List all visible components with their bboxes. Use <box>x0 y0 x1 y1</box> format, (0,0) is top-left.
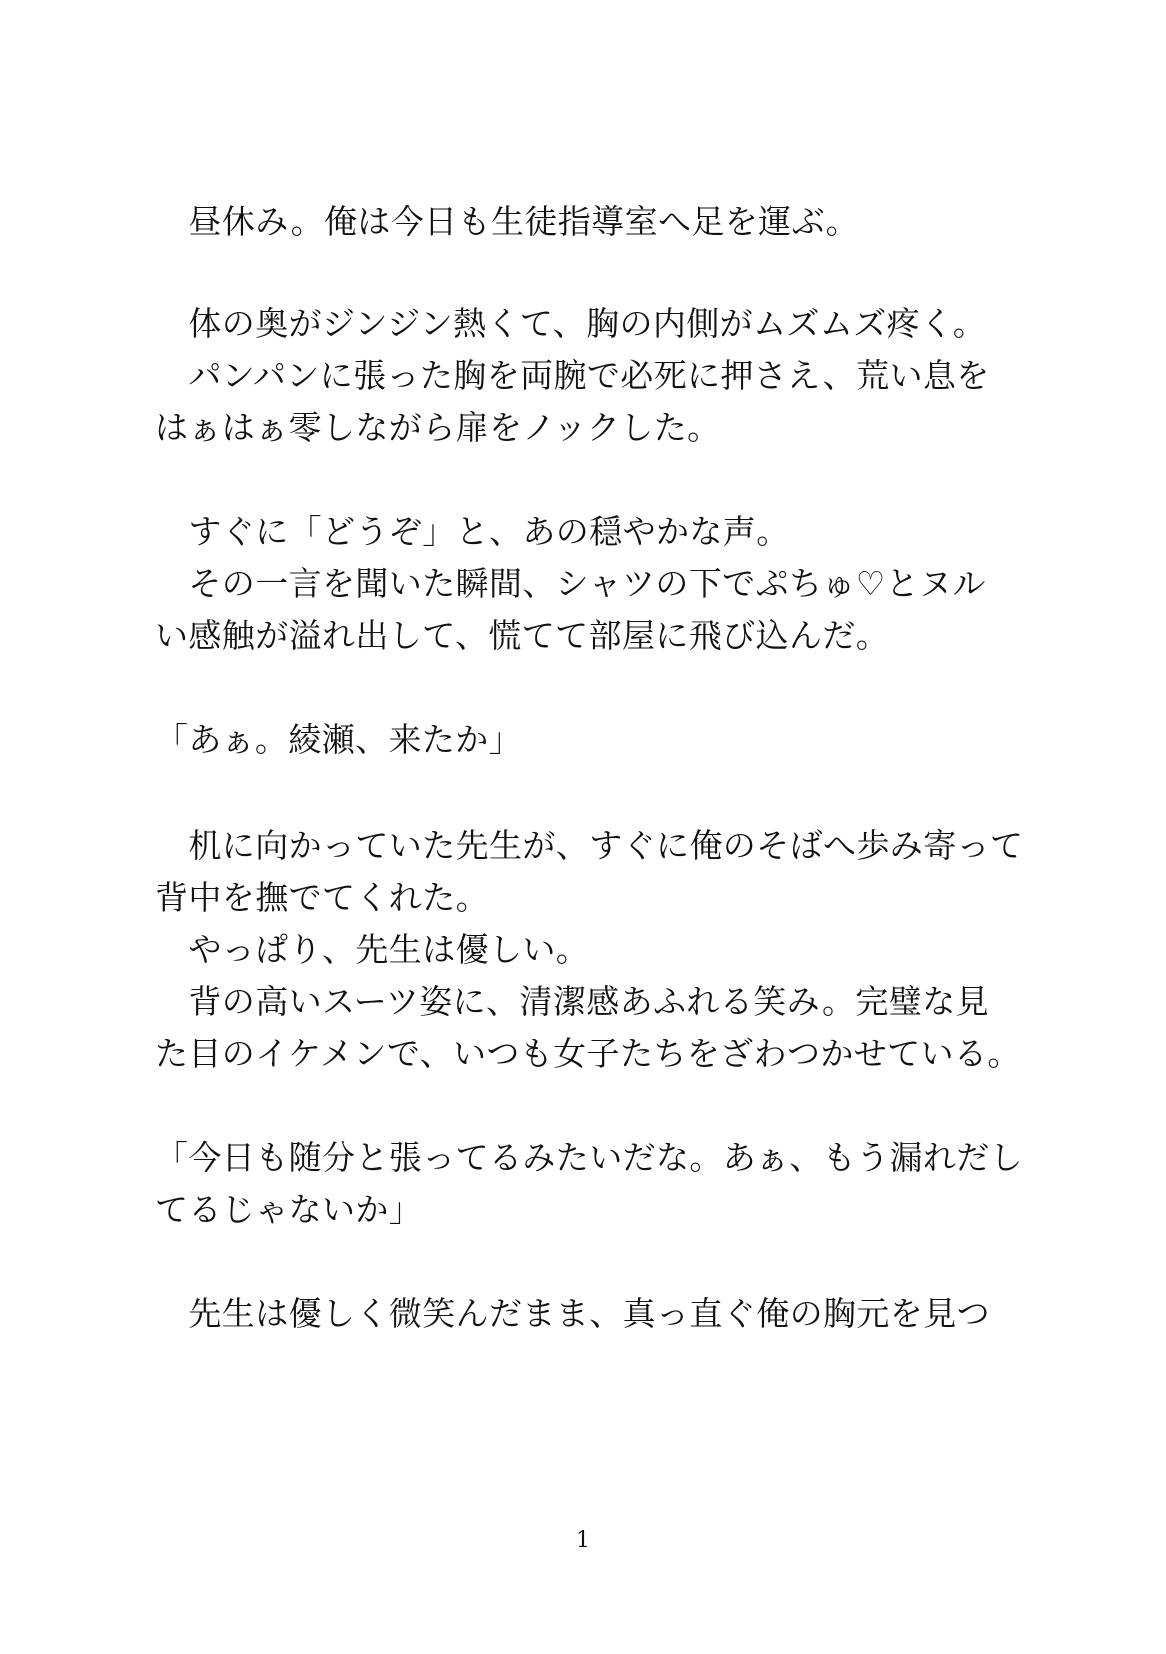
text-line: 先生は優しく微笑んだまま、真っ直ぐ俺の胸元を見つ <box>155 1294 990 1333</box>
text-line: た目のイケメンで、いつも女子たちをざわつかせている。 <box>155 1034 1021 1073</box>
text-line: 背の高いスーツ姿に、清潔感あふれる笑み。完璧な見 <box>155 982 990 1021</box>
text-line: 体の奥がジンジン熱くて、胸の内側がムズムズ疼く。 <box>155 304 987 343</box>
text-line: パンパンに張った胸を両腕で必死に押さえ、荒い息を <box>155 356 990 395</box>
text-line: 昼休み。俺は今日も生徒指導室へ足を運ぶ。 <box>155 202 860 241</box>
text-line: てるじゃないか」 <box>155 1190 423 1229</box>
text-line: その一言を聞いた瞬間、シャツの下でぷちゅ♡とヌル <box>155 564 986 603</box>
text-line: すぐに「どうぞ」と、あの穏やかな声。 <box>155 512 790 551</box>
text-line: 背中を撫でてくれた。 <box>155 878 489 917</box>
text-line: はぁはぁ零しながら扉をノックした。 <box>155 408 721 447</box>
page-number: 1 <box>576 1528 590 1553</box>
text-line: 「今日も随分と張ってるみたいだな。あぁ、もう漏れだし <box>155 1138 1024 1177</box>
text-line: 「あぁ。綾瀬、来たか」 <box>155 720 523 759</box>
text-line: い感触が溢れ出して、慌てて部屋に飛び込んだ。 <box>155 616 890 655</box>
text-line: やっぱり、先生は優しい。 <box>155 930 590 969</box>
text-line: 机に向かっていた先生が、すぐに俺のそばへ歩み寄って <box>155 826 1024 865</box>
